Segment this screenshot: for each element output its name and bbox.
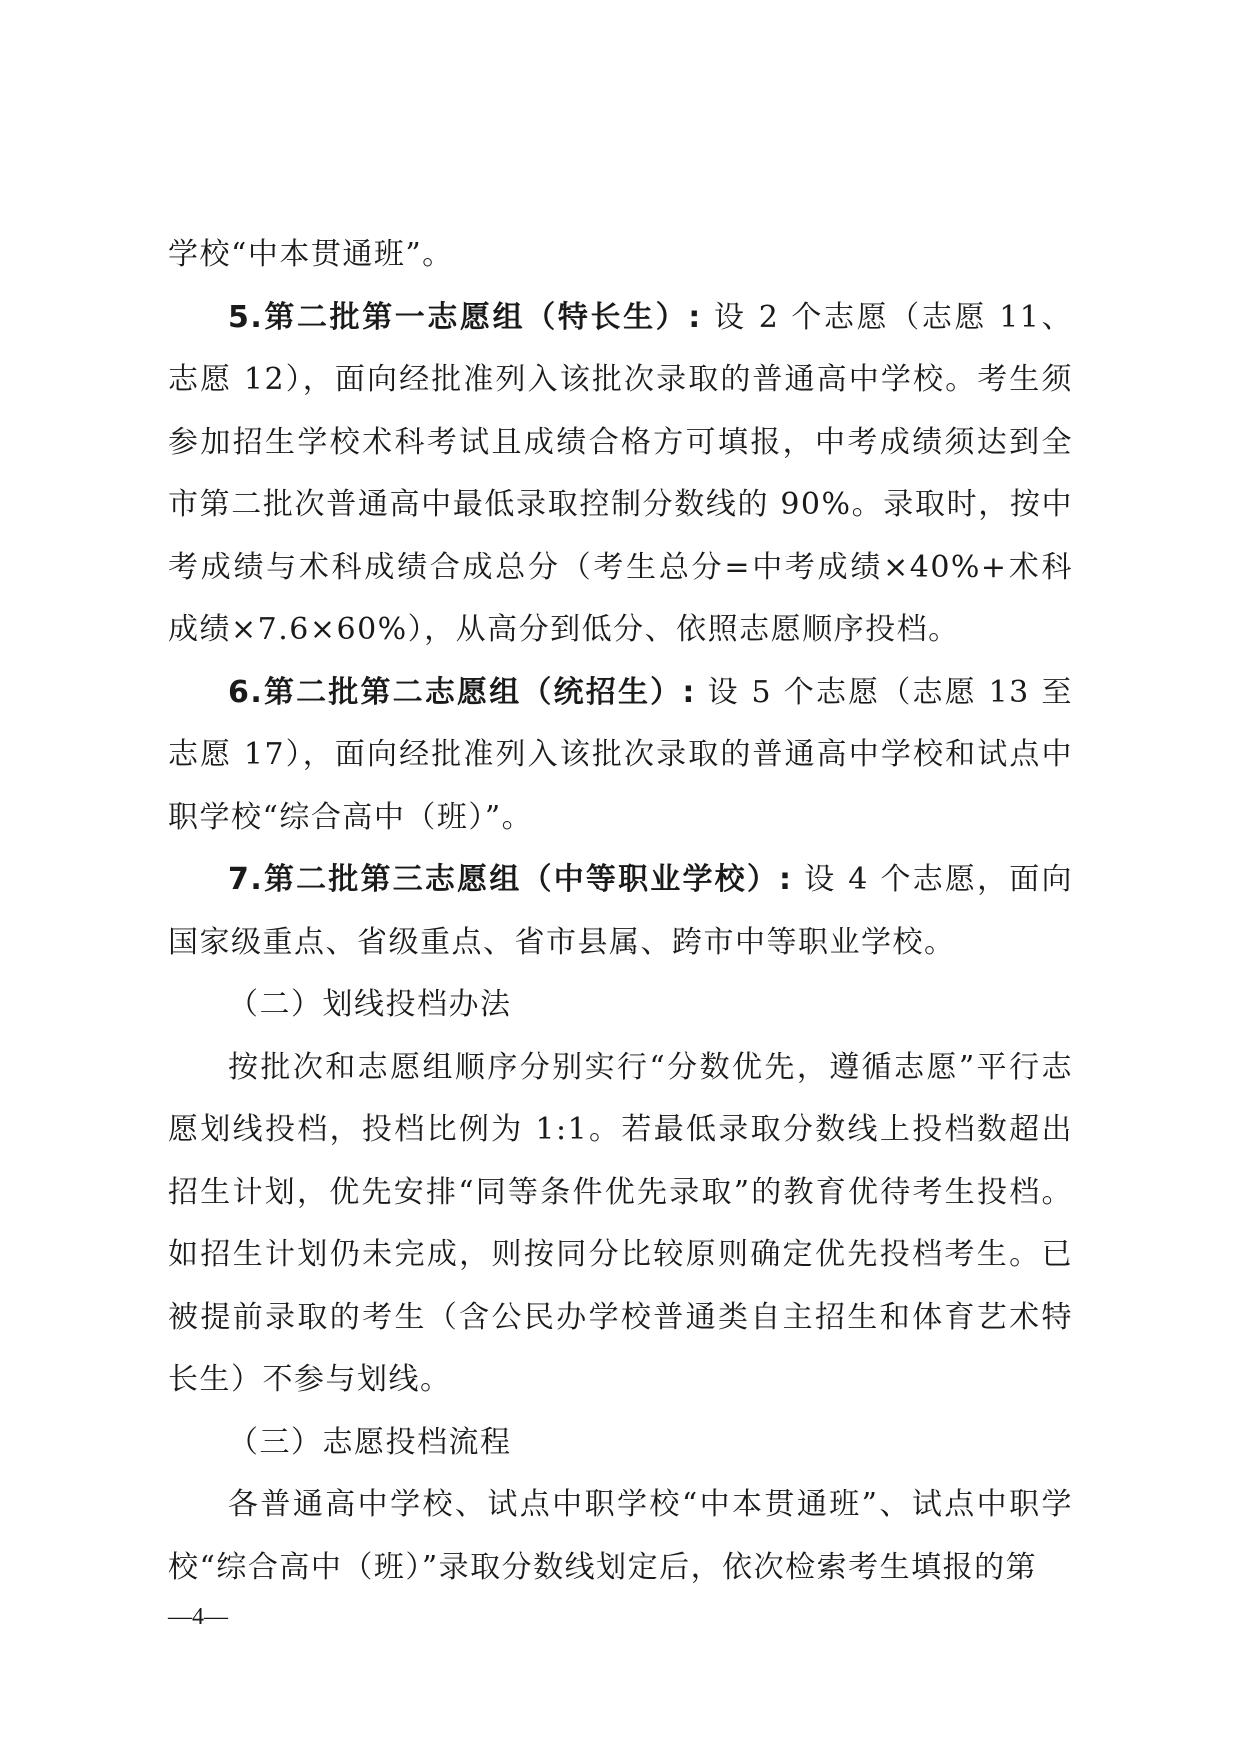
item-7-body: 设 4 个志愿，面向国家级重点、省级重点、省市县属、跨市中等职业学校。 [168,862,1073,960]
section-2-body: 按批次和志愿组顺序分别实行“分数优先，遵循志愿”平行志愿划线投档，投档比例为 1:1。若最低录取分数线上投档数超出招生计划，优先安排“同等条件优先录取”的教育优待考生投档。如招生计划仍未完成，则按同分比较原则确定优先投档考生。已被提前录取的考生（含公民办学校普通类自主招生和体育艺术特长生）不参与划线。 [168,1049,1073,1397]
paragraph-continuation: 学校“中本贯通班”。 [168,237,454,272]
section-3-body: 各普通高中学校、试点中职学校“中本贯通班”、试点中职学校“综合高中（班）”录取分数线划定后，依次检索考生填报的第 [168,1487,1073,1585]
item-6-body: 设 5 个志愿（志愿 13 至志愿 17），面向经批准列入该批次录取的普通高中学校和试点中职学校“综合高中（班）”。 [168,674,1073,835]
item-5-body: 设 2 个志愿（志愿 11、志愿 12），面向经批准列入该批次录取的普通高中学校。考生须参加招生学校术科考试且成绩合格方可填报，中考成绩须达到全市第二批次普通高中最低录取控制分数线的 90%。录取时，按中考成绩与术科成绩合成总分（考生总分=中考成绩×40%+术科成绩×7.6×60%），从高分到低分、依照志愿顺序投档。 [168,299,1073,647]
section-3-title: （三）志愿投档流程 [228,1424,512,1460]
item-7-heading: 7.第二批第三志愿组（中等职业学校）: [228,862,793,897]
section-2-title: （二）划线投档办法 [228,987,512,1022]
paragraph-item-7 [168,849,1073,974]
item-6-heading: 6.第二批第二志愿组（统招生）: [228,674,696,710]
paragraph-item-6 [168,662,1073,850]
paragraph-item-5 [168,287,1073,662]
item-5-heading: 5.第二批第一志愿组（特长生）: [228,299,702,335]
document-body [168,224,1073,1599]
page-number: —4— [168,1604,228,1630]
